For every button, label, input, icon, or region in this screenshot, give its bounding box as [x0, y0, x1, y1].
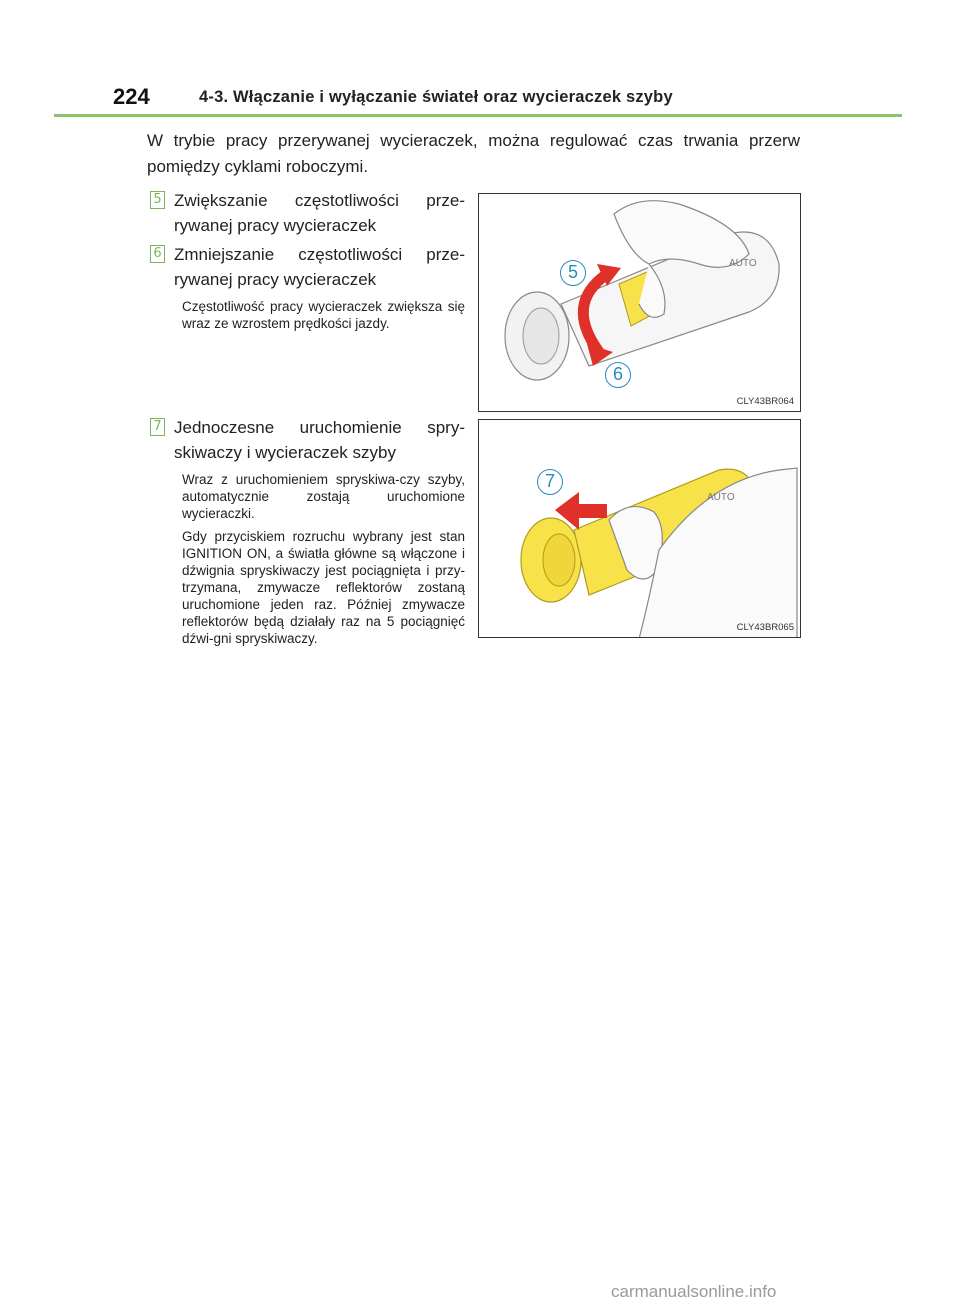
figure-washer-pull: [478, 419, 801, 638]
callout-5: 5: [560, 260, 586, 286]
page-header: [113, 84, 903, 118]
step-marker-5: 5: [150, 191, 165, 209]
watermark: carmanualsonline.info: [611, 1282, 777, 1301]
wiper-lever-illustration: [479, 194, 801, 412]
item-note: Częstotliwość pracy wycieraczek zwiększa się wraz ze wzrostem prędkości jazdy.: [182, 299, 465, 331]
figure-wiper-interval: [478, 193, 801, 412]
item-title: Jednoczesne uruchomienie spry-skiwaczy i wycieraczek szyby: [174, 418, 465, 462]
callout-7: 7: [537, 469, 563, 495]
step-marker-7: 7: [150, 418, 165, 436]
step-marker-6: 6: [150, 245, 165, 263]
callout-6: 6: [605, 362, 631, 388]
list-item-6: [150, 242, 465, 332]
intro-paragraph: W trybie pracy przerywanej wycieraczek, można regulować czas trwania przerw pomiędzy cyklami roboczymi.: [147, 131, 800, 176]
section-title: 4-3. Włączanie i wyłączanie świateł oraz wycieraczek szyby: [199, 88, 673, 106]
figure-code: CLY43BR065: [736, 622, 794, 633]
item-note: Gdy przyciskiem rozruchu wybrany jest stan IGNITION ON, a światła główne są włączone i dźwignia spryskiwaczy jest pociągnięta i przy-trzymana, zmywacze reflektorów zostaną uruchomione jeden raz. Później zmywacze reflektorów będą działały raz na 5 pociągnięć dźwi-gni spryskiwaczy.: [182, 529, 465, 646]
figure-code: CLY43BR064: [736, 396, 794, 407]
page-number: 224: [113, 84, 150, 109]
lever-auto-label: AUTO: [729, 258, 757, 269]
lever-auto-label: AUTO: [707, 492, 735, 503]
item-title: Zmniejszanie częstotliwości prze-rywanej pracy wycieraczek: [174, 245, 465, 289]
header-divider: [54, 114, 902, 117]
washer-lever-illustration: [479, 420, 801, 638]
item-title: Zwiększanie częstotliwości prze-rywanej pracy wycieraczek: [174, 191, 465, 235]
item-note: Wraz z uruchomieniem spryskiwa-czy szyby, automatycznie zostają uruchomione wycieraczki.: [182, 472, 465, 521]
list-item-5: [150, 188, 465, 238]
list-item-7: [150, 415, 465, 647]
